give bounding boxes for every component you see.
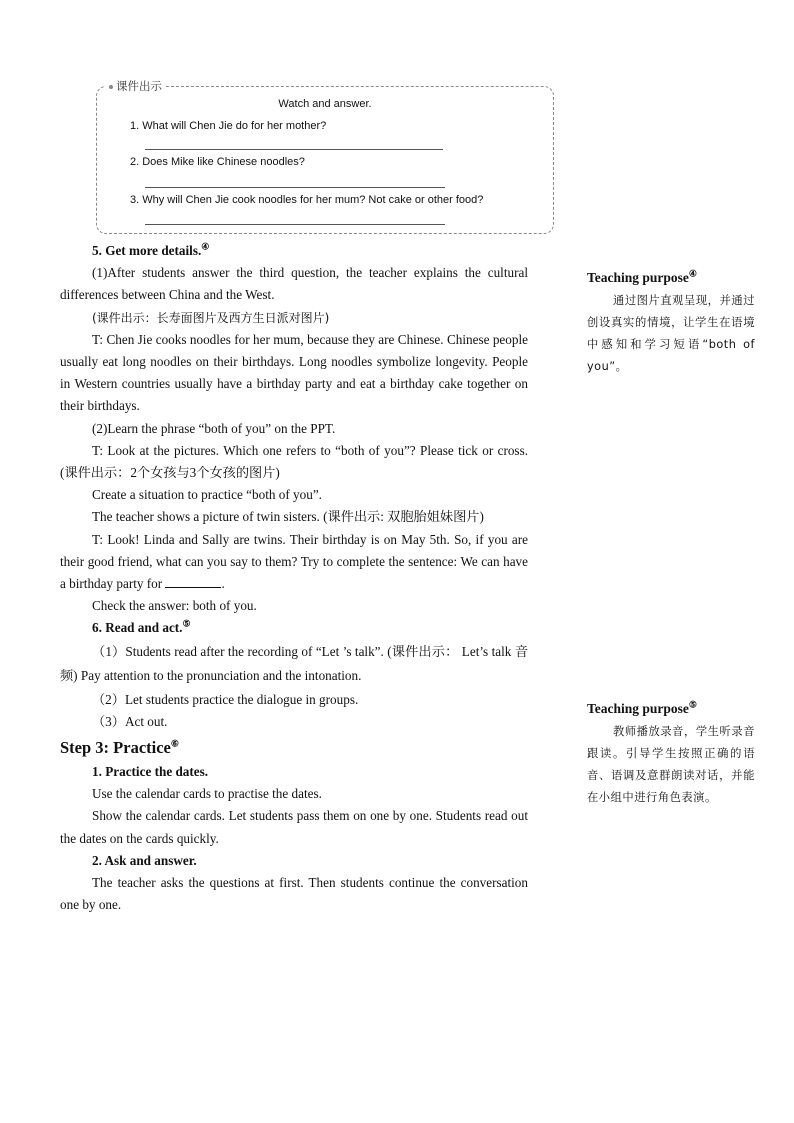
note-title: Teaching purpose⑤ <box>587 699 697 716</box>
question-1: 1. What will Chen Jie do for her mother? <box>130 120 327 132</box>
answer-line-1 <box>145 149 443 150</box>
answer-blank <box>165 575 221 588</box>
box-title: Watch and answer. <box>278 98 372 110</box>
paragraph: (2)Learn the phrase “both of you” on the PPT. <box>92 420 336 436</box>
paragraph: Check the answer: both of you. <box>92 598 257 614</box>
paragraph: T: Look! Linda and Sally are twins. Their birthday is on May 5th. So, if you are their good friend, what can you say to them? Try to complete the sentence: We can have a birthday party for . <box>60 531 528 592</box>
courseware-box <box>96 79 554 234</box>
paragraph: (1)After students answer the third question, the teacher explains the cultural differences between China and the West. <box>60 265 528 303</box>
note-mark: ⑤ <box>182 619 191 630</box>
paragraph: (课件出示：长寿面图片及西方生日派对图片) <box>92 310 330 325</box>
teaching-purpose-note-5 <box>587 701 755 809</box>
paragraph: T: Look at the pictures. Which one refers to “both of you”? Please tick or cross. (课件出示：2个女孩与3个女孩的图片) <box>60 442 528 481</box>
section-heading-5: 5. Get more details.④ <box>92 241 210 258</box>
paragraph: The teacher asks the questions at first. Then students continue the conversation one by one. <box>60 875 528 913</box>
question-2: 2. Does Mike like Chinese noodles? <box>130 156 305 168</box>
teaching-purpose-note-4 <box>587 270 755 378</box>
section-heading-6: 6. Read and act.⑤ <box>92 619 191 636</box>
bullet-dot-icon <box>109 85 113 89</box>
paragraph: Show the calendar cards. Let students pass them on one by one. Students read out the dates on the cards quickly. <box>60 808 528 846</box>
paragraph: （2）Let students practice the dialogue in groups. <box>92 691 359 707</box>
subheading: 2. Ask and answer. <box>92 852 197 868</box>
paragraph: Use the calendar cards to practise the dates. <box>92 786 322 802</box>
subheading: 1. Practice the dates. <box>92 764 209 780</box>
paragraph: （3）Act out. <box>92 713 168 729</box>
paragraph: Create a situation to practice “both of you”. <box>92 487 322 503</box>
courseware-tag <box>105 78 166 94</box>
note-body: 教师播放录音，学生听录音跟读。引导学生按照正确的语音、语调及意群朗读对话，并能在小组中进行角色表演。 <box>587 725 755 804</box>
answer-line-3 <box>145 224 445 225</box>
main-text <box>60 240 528 916</box>
paragraph: （1）Students read after the recording of “Let ’s talk”. (课件出示： Let’s talk 音频) Pay attention to the pronunciation and the intonation. <box>60 643 528 684</box>
note-title: Teaching purpose④ <box>587 268 697 285</box>
step-heading: Step 3: Practice⑥ <box>60 738 179 758</box>
note-body: 通过图片直观呈现，并通过创设真实的情境，让学生在语境中感知和学习短语“both of you”。 <box>587 294 755 373</box>
note-mark: ④ <box>201 241 210 252</box>
paragraph: T: Chen Jie cooks noodles for her mum, because they are Chinese. Chinese people usually eat long noodles on their birthdays. Long noodles symbolize longevity. People in Western countries usually have a birthday party and eat a birthday cake together on their birthdays. <box>60 331 528 414</box>
courseware-tag-text: 课件出示 <box>116 79 162 93</box>
answer-line-2 <box>145 187 445 188</box>
question-3: 3. Why will Chen Jie cook noodles for her mum? Not cake or other food? <box>130 194 484 206</box>
note-mark: ⑥ <box>170 738 179 749</box>
paragraph: The teacher shows a picture of twin sisters. (课件出示: 双胞胎姐妹图片) <box>92 509 484 525</box>
